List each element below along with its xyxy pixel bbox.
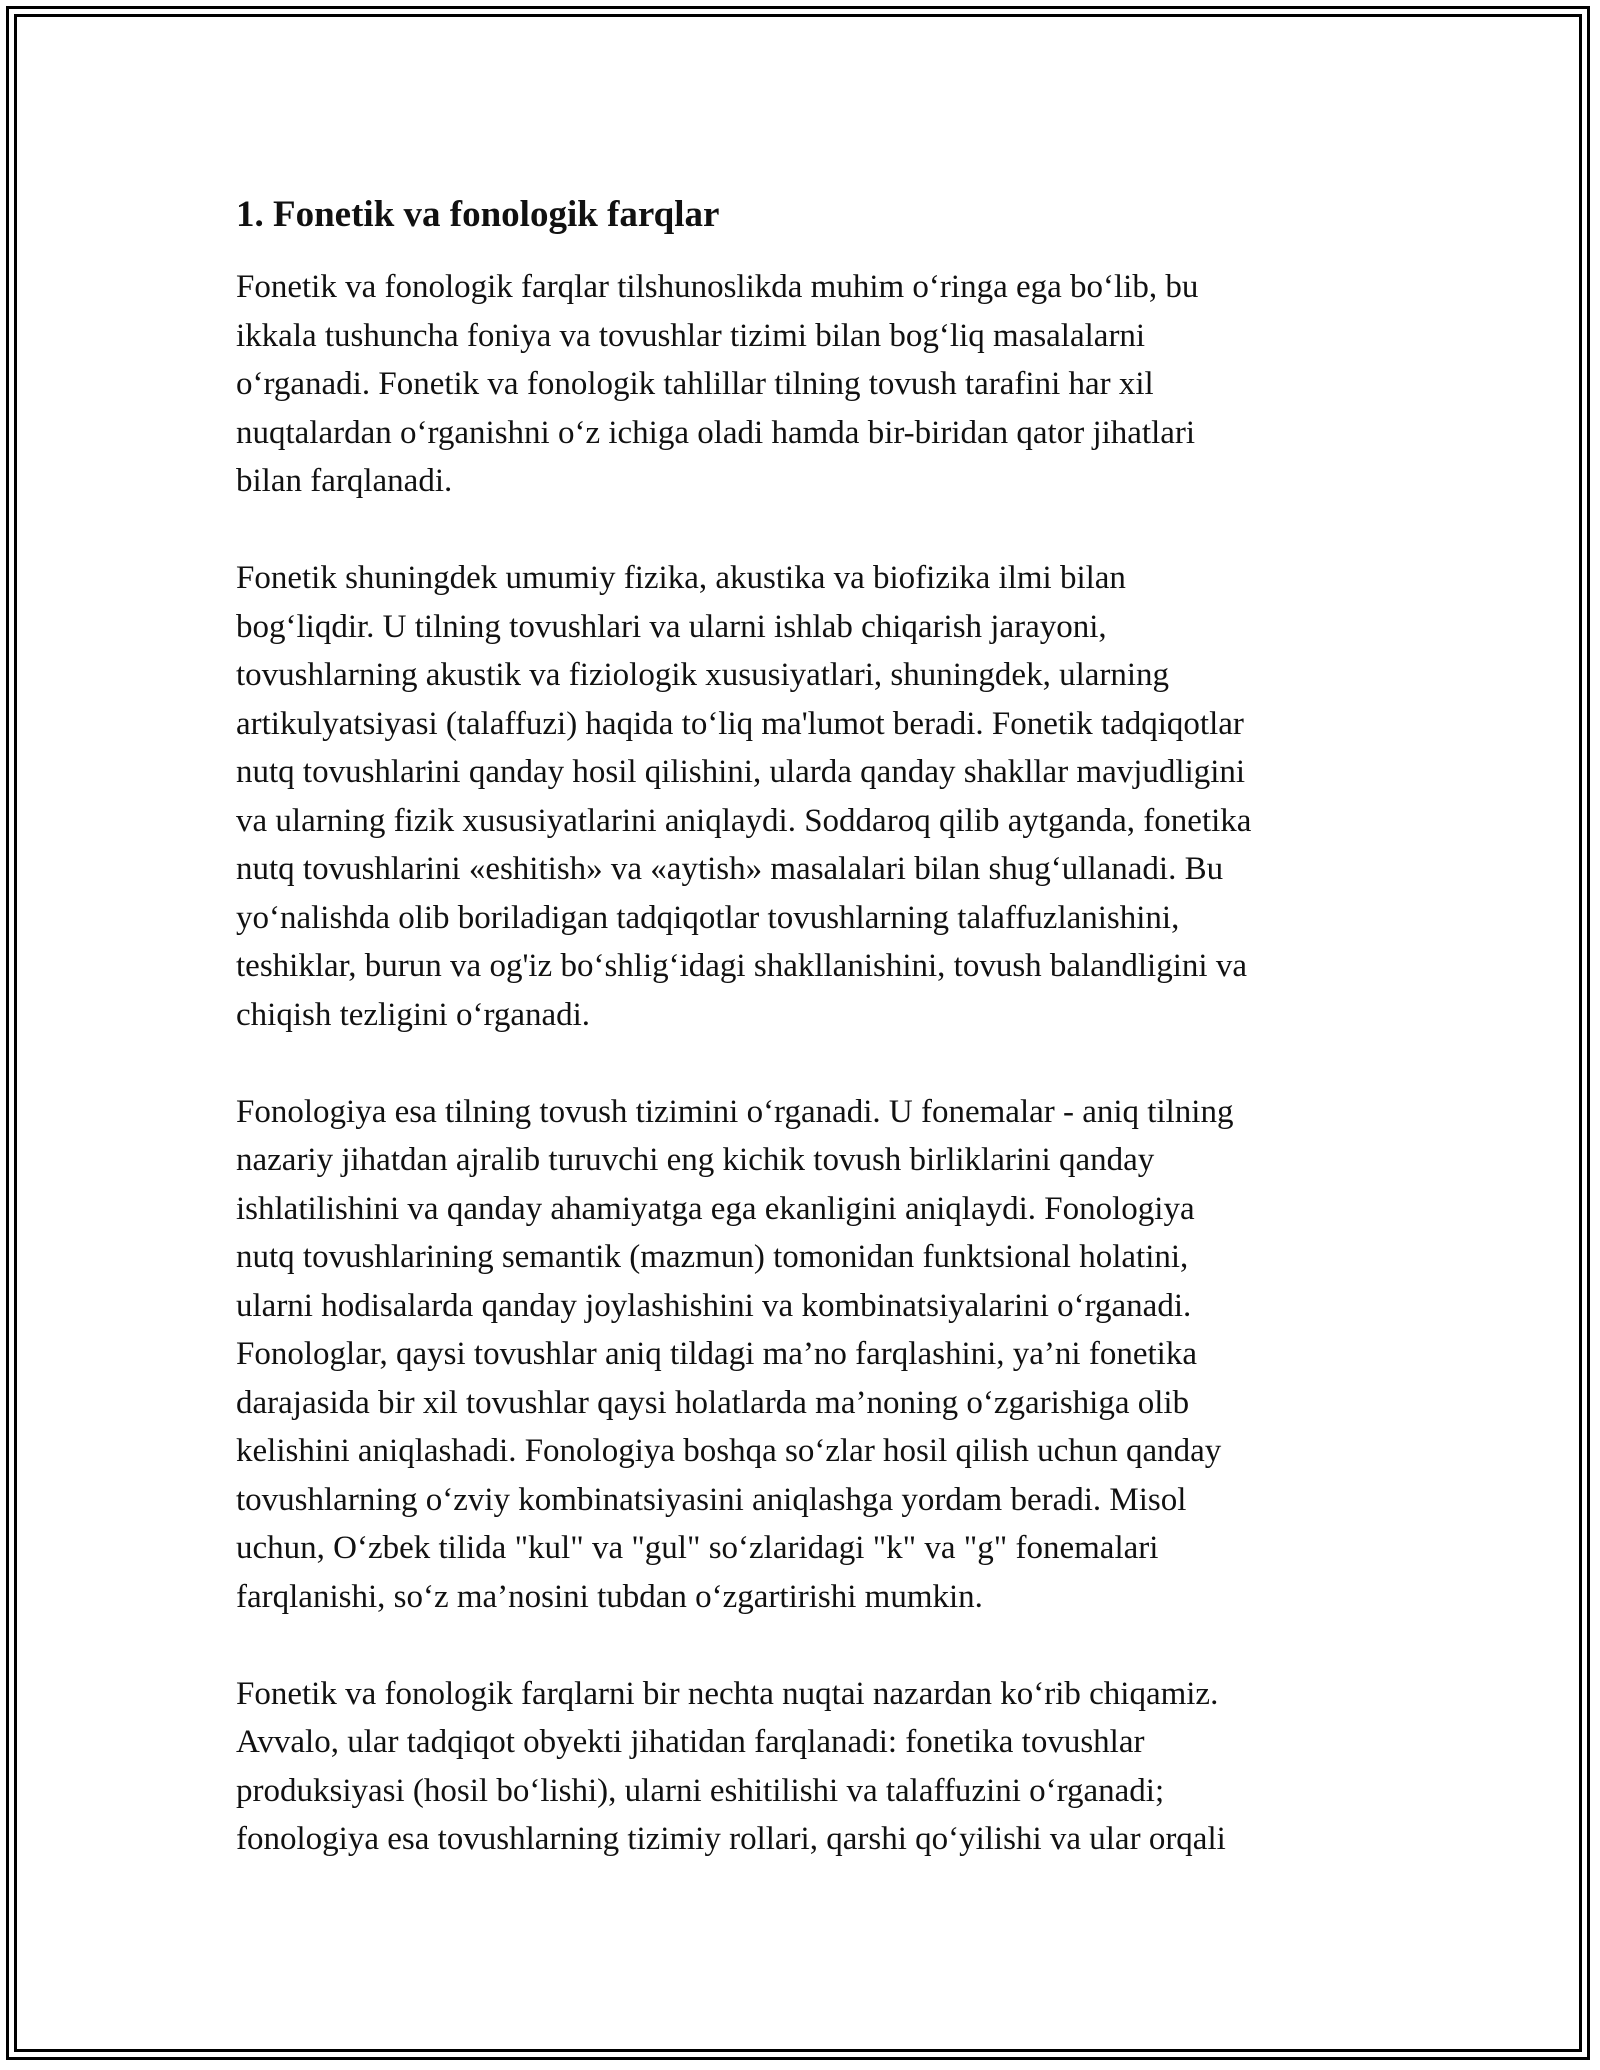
document-body: [236, 185, 1371, 1912]
text-line: nutq tovushlarini qanday hosil qilishini, ularda qanday shakllar mavjudligini: [236, 754, 1246, 790]
text-line: uchun, O‘zbek tilida "kul" va "gul" so‘zlaridagi "k" va "g" fonemalari: [236, 1530, 1159, 1566]
text-line: bilan farqlanadi.: [236, 463, 453, 499]
text-line: darajasida bir xil tovushlar qaysi holatlarda ma’noning o‘zgarishiga olib: [236, 1384, 1190, 1421]
section-heading: 1. Fonetik va fonologik farqlar: [236, 194, 720, 235]
text-line: bog‘liqdir. U tilning tovushlari va ularni ishlab chiqarish jarayoni,: [236, 608, 1107, 645]
text-line: nazariy jihatdan ajralib turuvchi eng kichik tovush birliklarini qanday: [236, 1142, 1155, 1178]
paragraph: [236, 1670, 1371, 1864]
text-line: kelishini aniqlashadi. Fonologiya boshqa so‘zlar hosil qilish uchun qanday: [236, 1433, 1222, 1469]
text-line: tovushlarning o‘zviy kombinatsiyasini aniqlashga yordam beradi. Misol: [236, 1481, 1187, 1518]
text-line: produksiyasi (hosil bo‘lishi), ularni eshitilishi va talaffuzini o‘rganadi;: [236, 1772, 1165, 1809]
text-line: farqlanishi, so‘z ma’nosini tubdan o‘zgartirishi mumkin.: [236, 1578, 983, 1615]
text-line: nuqtalardan o‘rganishni o‘z ichiga oladi hamda bir-biridan qator jihatlari: [236, 414, 1196, 451]
text-line: Fonetik va fonologik farqlarni bir nechta nuqtai nazardan ko‘rib chiqamiz.: [236, 1675, 1219, 1712]
text-line: ishlatilishini va qanday ahamiyatga ega ekanligini aniqlaydi. Fonologiya: [236, 1190, 1195, 1227]
text-line: chiqish tezligini o‘rganadi.: [236, 996, 591, 1033]
text-line: va ularning fizik xususiyatlarini aniqlaydi. Soddaroq qilib aytganda, fonetika: [236, 802, 1252, 839]
text-line: Fonetik shuningdek umumiy fizika, akustika va biofizika ilmi bilan: [236, 560, 1126, 596]
text-line: ularni hodisalarda qanday joylashishini va kombinatsiyalarini o‘rganadi.: [236, 1287, 1192, 1324]
paragraph: [236, 1088, 1371, 1622]
text-line: tovushlarning akustik va fiziologik xususiyatlari, shuningdek, ularning: [236, 657, 1170, 693]
text-line: Fonetik va fonologik farqlar tilshunoslikda muhim o‘ringa ega bo‘lib, bu: [236, 269, 1199, 305]
paragraph: [236, 554, 1371, 1039]
text-line: Avvalo, ular tadqiqot obyekti jihatidan farqlanadi: fonetika tovushlar: [236, 1724, 1145, 1760]
text-line: artikulyatsiyasi (talaffuzi) haqida to‘liq ma'lumot beradi. Fonetik tadqiqotlar: [236, 705, 1244, 742]
text-line: ikkala tushuncha foniya va tovushlar tizimi bilan bog‘liq masalalarni: [236, 317, 1146, 354]
text-line: Fonologlar, qaysi tovushlar aniq tildagi ma’no farqlashini, ya’ni fonetika: [236, 1336, 1197, 1372]
text-line: yo‘nalishda olib boriladigan tadqiqotlar tovushlarning talaffuzlanishini,: [236, 899, 1180, 936]
paragraph-list: [236, 263, 1371, 1864]
paragraph: [236, 263, 1371, 506]
text-line: nutq tovushlarini «eshitish» va «aytish» masalalari bilan shug‘ullanadi. Bu: [236, 851, 1224, 887]
text-line: nutq tovushlarining semantik (mazmun) tomonidan funktsional holatini,: [236, 1239, 1189, 1275]
text-line: Fonologiya esa tilning tovush tizimini o‘rganadi. U fonemalar - aniq tilning: [236, 1093, 1234, 1130]
text-line: fonologiya esa tovushlarning tizimiy rollari, qarshi qo‘yilishi va ular orqali: [236, 1821, 1226, 1857]
text-line: o‘rganadi. Fonetik va fonologik tahlillar tilning tovush tarafini har xil: [236, 366, 1154, 402]
text-line: teshiklar, burun va og'iz bo‘shlig‘idagi shakllanishini, tovush balandligini va: [236, 948, 1247, 984]
